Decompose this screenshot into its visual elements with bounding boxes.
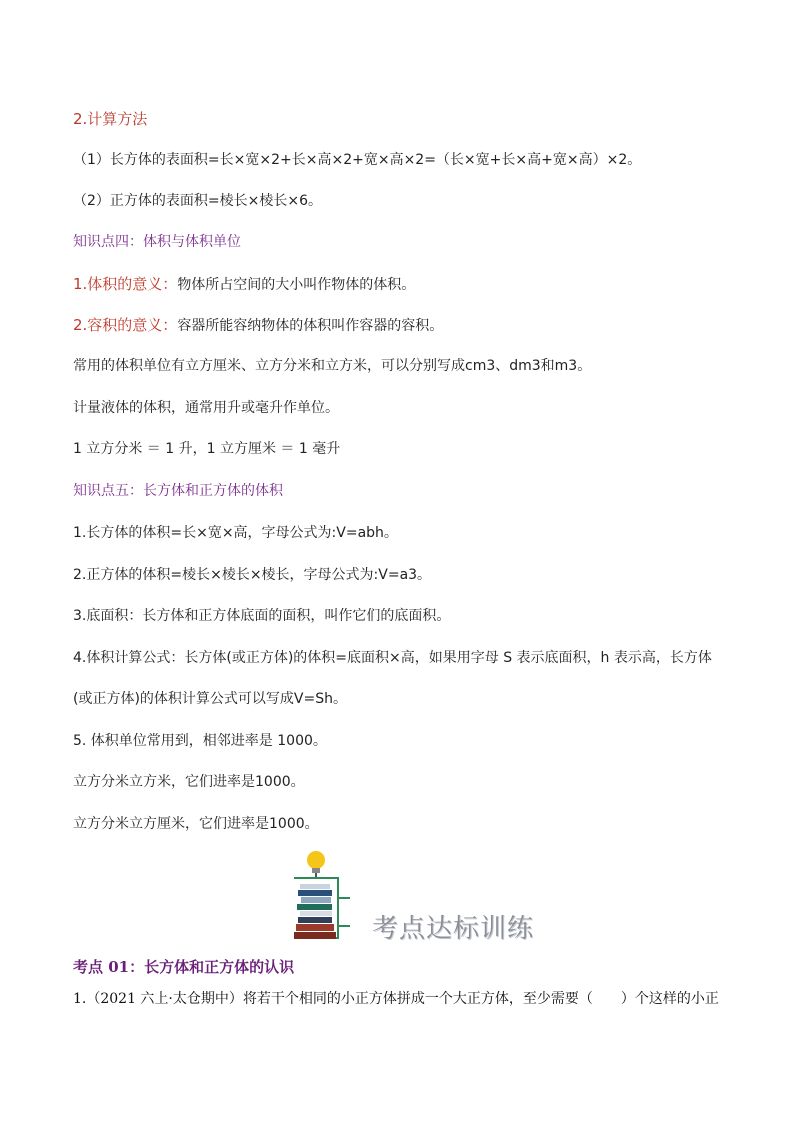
knowledge-point-4-title: 知识点四：体积与体积单位 [73,234,241,250]
cuboid-volume: 1.长方体的体积=长×宽×高，字母公式为:V=abh。 [73,525,398,541]
surface-area-cube: （2）正方体的表面积=棱长×棱长×6。 [73,193,323,209]
unit-rate-2: 立方分米立方米，它们进率是1000。 [73,774,305,790]
unit-equivalence: 1 立方分米 ＝ 1 升，1 立方厘米 ＝ 1 毫升 [73,441,341,457]
volume-meaning-label: 1.体积的意义： [73,275,178,293]
capacity-meaning [73,315,443,336]
cube-volume: 2.正方体的体积=棱长×棱长×棱长，字母公式为:V=a3。 [73,567,432,583]
volume-meaning-text: 物体所占空间的大小叫作物体的体积。 [177,277,416,293]
base-area: 3.底面积：长方体和正方体底面的面积，叫作它们的底面积。 [73,608,451,624]
capacity-meaning-text: 容器所能容纳物体的体积叫作容器的容积。 [177,318,444,334]
volume-meaning [73,274,415,295]
question-1: 1.（2021 六上·太仓期中）将若干个相同的小正方体拼成一个大正方体，至少需要（ ）个这样的小正 [73,991,719,1007]
section-title-calc-method: 2.计算方法 [73,110,148,128]
liquid-volume-units: 计量液体的体积，通常用升或毫升作单位。 [73,400,339,416]
practice-banner-title: 考点达标训练 [372,914,535,944]
knowledge-point-5-title: 知识点五：长方体和正方体的体积 [73,483,283,499]
lightbulb-books-icon [288,846,368,946]
volume-formula: 4.体积计算公式：长方体(或正方体)的体积=底面积×高，如果用字母 S 表示底面积，h 表示高，长方体(或正方体)的体积计算公式可以写成V=Sh。 [73,650,712,707]
unit-rate-1: 5. 体积单位常用到，相邻进率是 1000。 [73,733,327,749]
exam-point-01-title: 考点 01：长方体和正方体的认识 [73,958,295,976]
capacity-meaning-label: 2.容积的意义： [73,316,178,334]
unit-rate-3: 立方分米立方厘米，它们进率是1000。 [73,816,319,832]
practice-banner [288,846,535,946]
surface-area-cuboid: （1）长方体的表面积=长×宽×2+长×高×2+宽×高×2=（长×宽+长×高+宽×高）×2。 [73,152,642,168]
volume-units: 常用的体积单位有立方厘米、立方分米和立方米，可以分别写成cm3、dm3和m3。 [73,358,592,374]
